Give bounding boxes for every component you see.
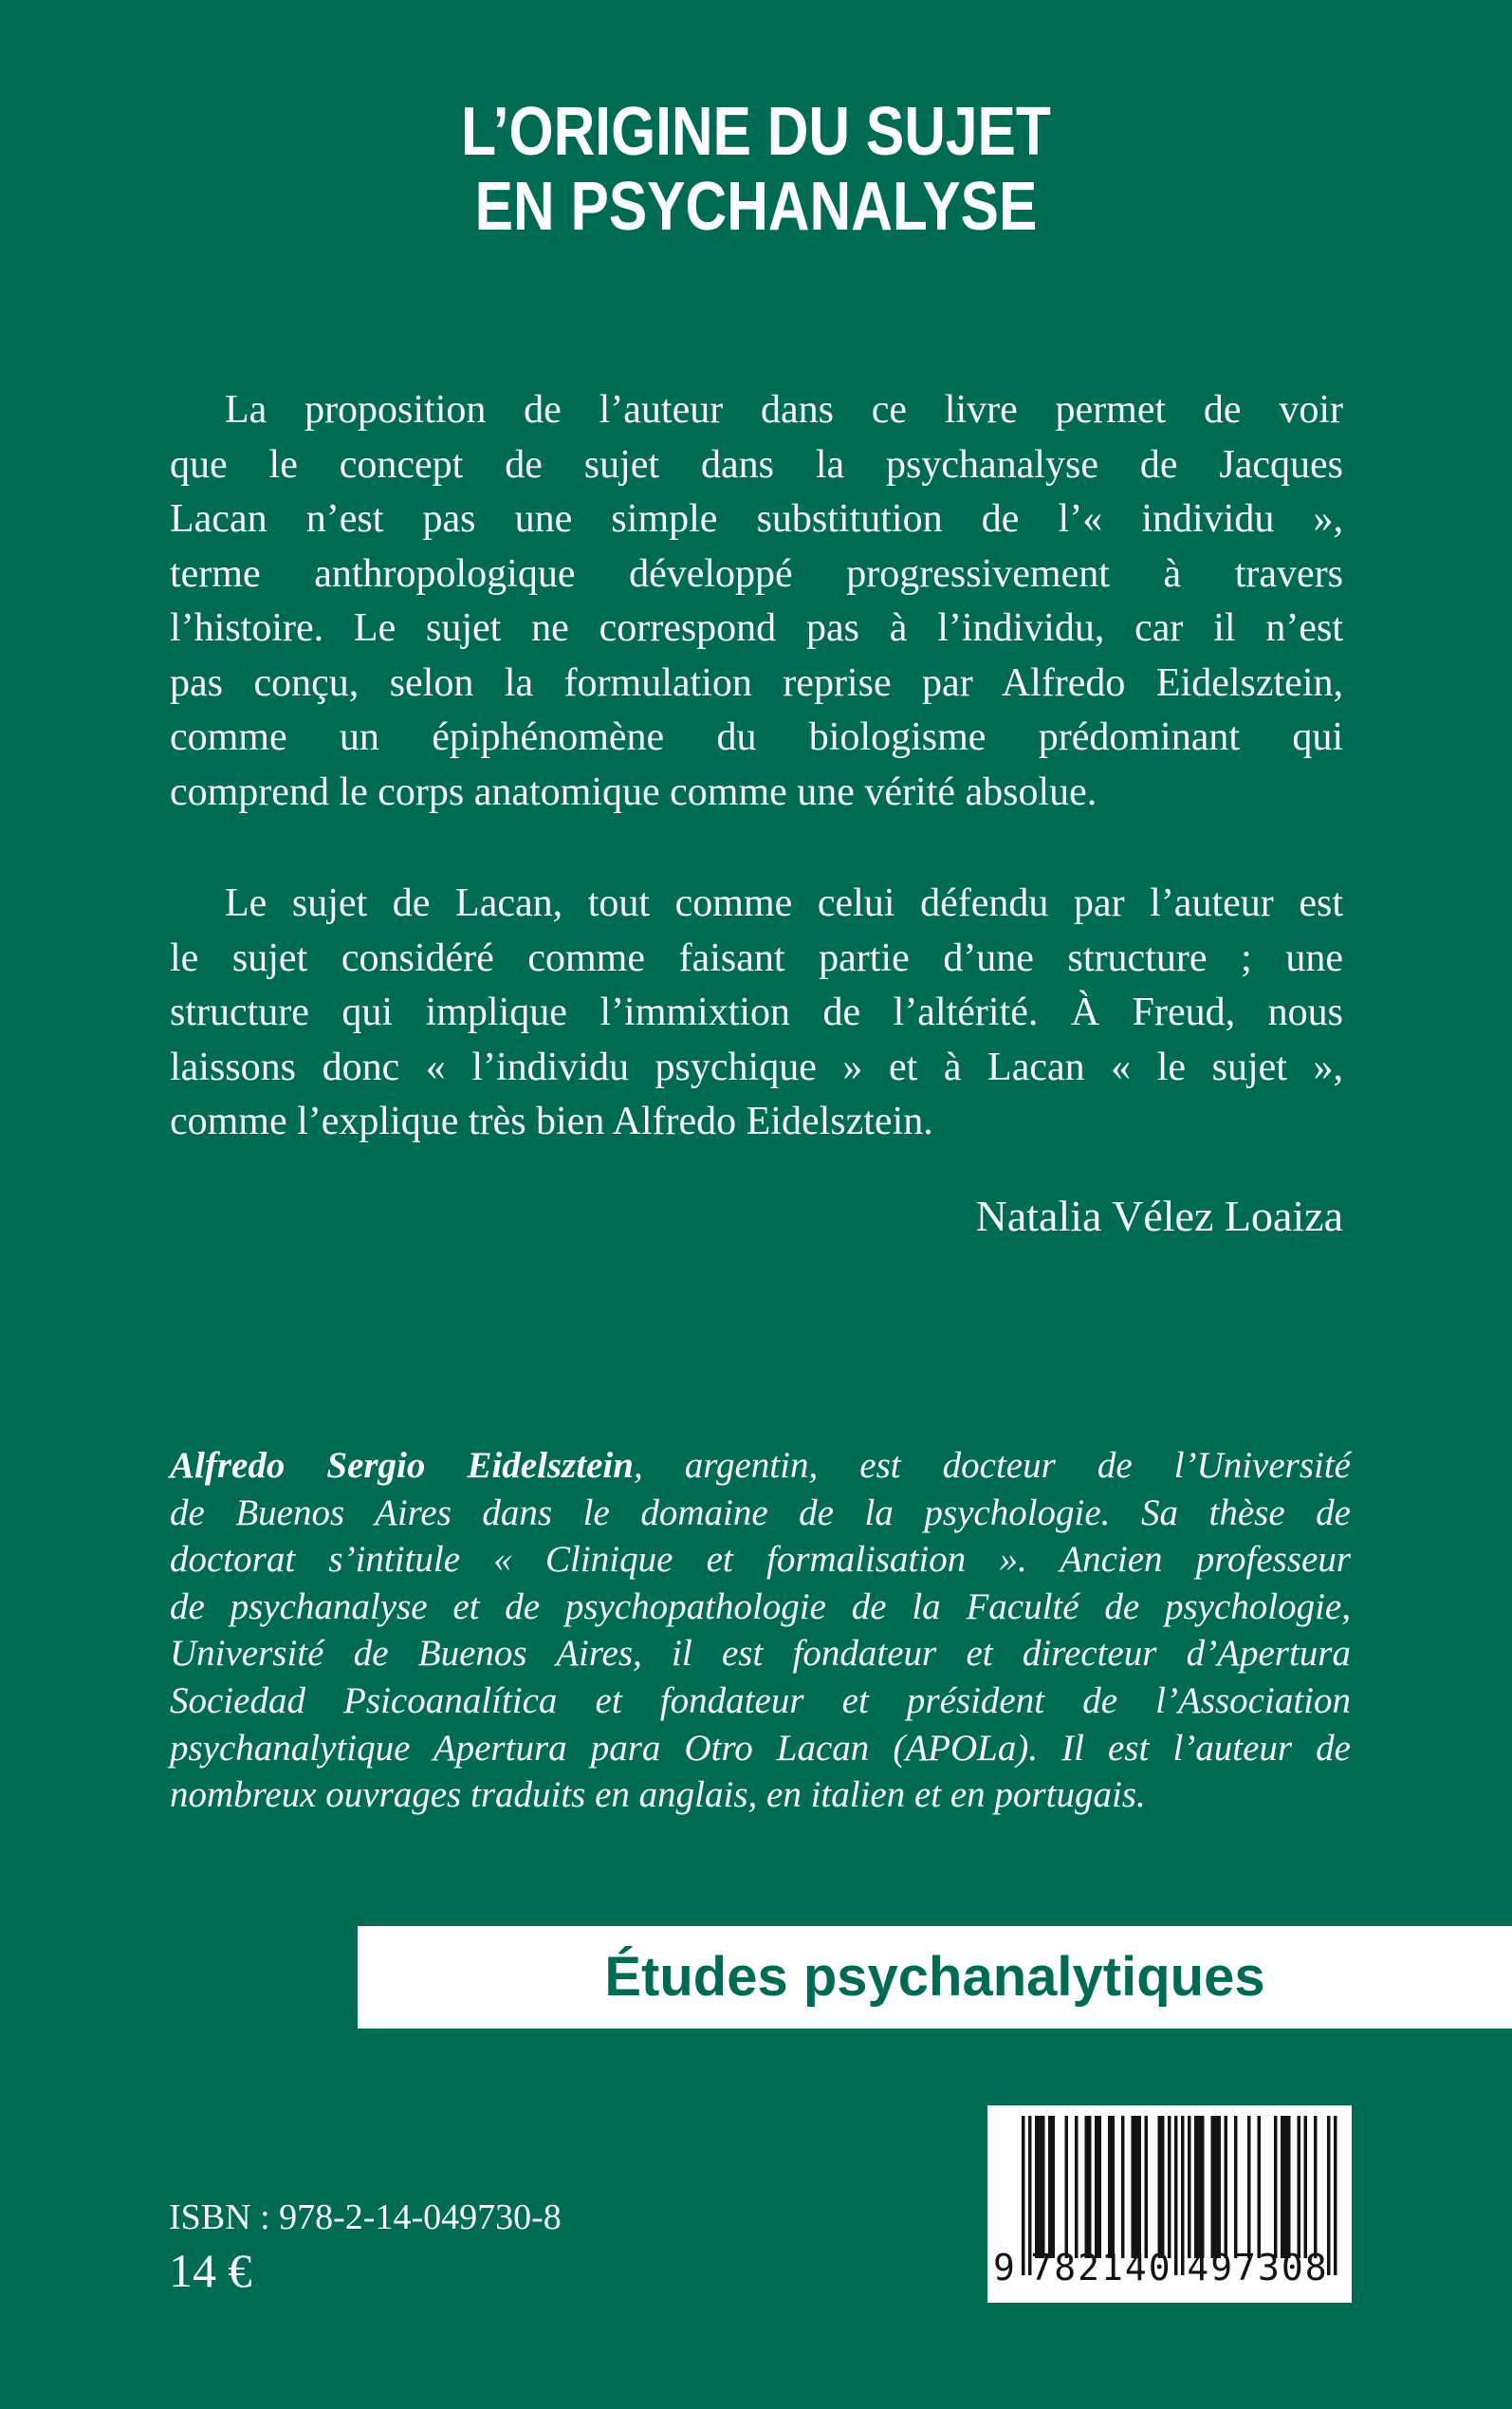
author-name: Alfredo Sergio Eidelsztein: [170, 1445, 634, 1486]
book-title-line-1: L’ORIGINE DU SUJET: [461, 94, 1051, 170]
text-line: Université de Buenos Aires, il est fondateur et directeur d’Apertura: [170, 1633, 1351, 1675]
synopsis-paragraph-1: [170, 383, 1343, 820]
text-line: La proposition de l’auteur dans ce livre permet de voir: [225, 388, 1343, 432]
text-line: psychanalytique Apertura para Otro Lacan (APOLa). Il est l’auteur de: [170, 1727, 1351, 1769]
author-bio-line-1: [170, 1442, 1351, 1490]
barcode: [987, 2105, 1352, 2303]
author-bio-lines: [170, 1490, 1351, 1819]
barcode-digit-group-2: 497308: [1187, 2247, 1329, 2289]
author-bio-line-1-rest: , argentin, est docteur de l’Université: [633, 1445, 1351, 1486]
text-line: comme un épiphénomène du biologisme prédominant qui: [170, 715, 1343, 759]
text-line: structure qui implique l’immixtion de l’altérité. À Freud, nous: [170, 991, 1343, 1034]
book-title: [121, 95, 1392, 245]
book-title-line-2: EN PSYCHANALYSE: [474, 169, 1038, 245]
barcode-digits: [987, 2247, 1352, 2289]
text-line: Lacan n’est pas une simple substitution de l’« individu »,: [170, 497, 1343, 541]
text-line: de Buenos Aires dans le domaine de la psychologie. Sa thèse de: [170, 1492, 1351, 1533]
isbn-label: ISBN : 978-2-14-049730-8: [169, 2197, 562, 2237]
text-line: comprend le corps anatomique comme une vérité absolue.: [170, 769, 1097, 814]
preface-author-signature: Natalia Vélez Loaiza: [975, 1192, 1343, 1240]
text-line: terme anthropologique développé progressivement à travers: [170, 551, 1343, 596]
text-line: de psychanalyse et de psychopathologie de la Faculté de psychologie,: [170, 1585, 1351, 1627]
text-line: que le concept de sujet dans la psychanalyse de Jacques: [170, 442, 1343, 487]
text-line: l’histoire. Le sujet ne correspond pas à l’individu, car il n’est: [170, 606, 1343, 650]
barcode-digit-leading: 9: [993, 2247, 1015, 2289]
collection-banner: Études psychanalytiques: [358, 1926, 1512, 2029]
text-line: doctorat s’intitule « Clinique et formalisation ». Ancien professeur: [170, 1539, 1351, 1581]
author-bio: [170, 1442, 1351, 1819]
text-line: comme l’explique très bien Alfredo Eidelsztein.: [170, 1100, 933, 1143]
price-label: 14 €: [169, 2244, 252, 2297]
synopsis-paragraph-2: [170, 877, 1343, 1150]
text-line: le sujet considéré comme faisant partie d’une structure ; une: [170, 936, 1343, 980]
text-line: Le sujet de Lacan, tout comme celui défendu par l’auteur est: [225, 881, 1343, 925]
text-line: laissons donc « l’individu psychique » et à Lacan « le sujet »,: [170, 1045, 1343, 1089]
text-line: pas conçu, selon la formulation reprise par Alfredo Eidelsztein,: [170, 660, 1343, 705]
text-line: nombreux ouvrages traduits en anglais, en italien et en portugais.: [170, 1774, 1146, 1816]
barcode-digit-group-1: 782140: [1030, 2247, 1172, 2289]
text-line: Sociedad Psicoanalítica et fondateur et président de l’Association: [170, 1679, 1351, 1721]
